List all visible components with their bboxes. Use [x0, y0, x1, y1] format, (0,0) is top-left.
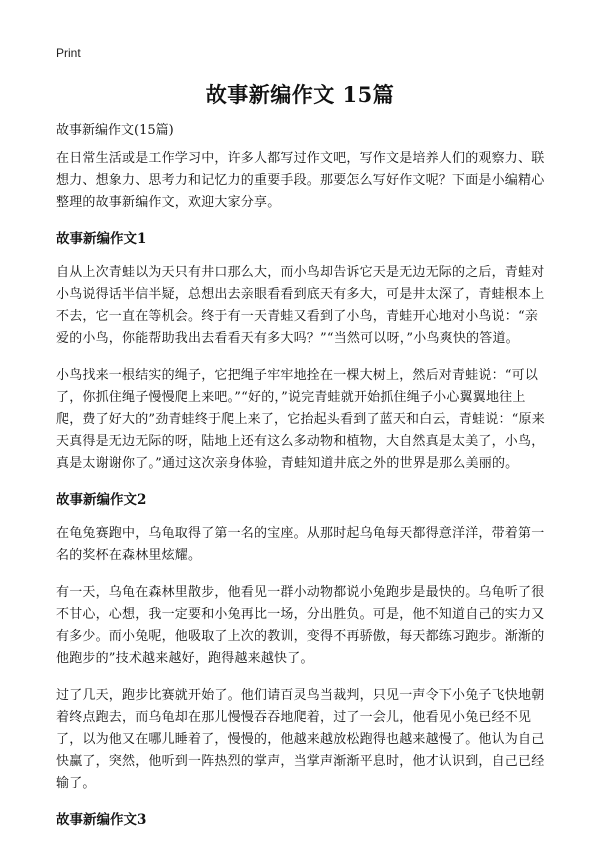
section-1-paragraph-1: 自从上次青蛙以为天只有井口那么大，而小鸟却告诉它天是无边无际的之后，青蛙对小鸟说得话半信半疑，总想出去亲眼看看到底天有多大，可是井太深了，青蛙根本上不去，它一直在等机会。终于有一天青蛙又看到了小鸟，青蛙开心地对小鸟说：“亲爱的小鸟，你能帮助我出去看看天有多大吗？”“当然可以呀，”小鸟爽快的答道。 [56, 265, 545, 346]
section-1-paragraph-2: 小鸟找来一根结实的绳子，它把绳子牢牢地拴在一棵大树上，然后对青蛙说：“可以了，你抓住绳子慢慢爬上来吧。”“好的，”说完青蛙就开始抓住绳子小心翼翼地往上爬，费了好大的”劲青蛙终于爬上来了，它抬起头看到了蓝天和白云，青蛙说：“原来天真得是无边无际的呀，陆地上还有这么多动物和植物，大自然真是太美了，小鸟，真是太谢谢你了。”通过这次亲身体验，青蛙知道井底之外的世界是那么美丽的。 [56, 368, 545, 471]
section-2-paragraph-1: 在龟兔赛跑中，乌龟取得了第一名的宝座。从那时起乌龟每天都得意洋洋，带着第一名的奖杯在森林里炫耀。 [56, 526, 545, 563]
section-2-paragraph-2: 有一天，乌龟在森林里散步，他看见一群小动物都说小兔跑步是最快的。乌龟听了很不甘心，心想，我一定要和小兔再比一场，分出胜负。可是，他不知道自己的实力又有多少。而小兔呢，他吸取了上次的教训，变得不再骄傲，每天都练习跑步。渐渐的他跑步的”技术越来越好，跑得越来越快了。 [56, 585, 545, 666]
section-heading-1: 故事新编作文1 [56, 231, 147, 247]
section-heading-2: 故事新编作文2 [56, 492, 147, 508]
print-link[interactable]: Print [56, 46, 81, 60]
section-2-paragraph-3: 过了几天，跑步比赛就开始了。他们请百灵鸟当裁判，只见一声令下小兔子飞快地朝着终点跑去，而乌龟却在那儿慢慢吞吞地爬着，过了一会儿，他看见小兔已经不见了，以为他又在哪儿睡着了，慢慢的，他越来越放松跑得也越来越慢了。他认为自己快赢了，突然，他听到一阵热烈的掌声，当掌声渐渐平息时，他才认识到，自己已经输了。 [56, 688, 545, 791]
document-title: 故事新编作文 15篇 [205, 82, 395, 107]
document-body [56, 148, 548, 843]
intro-paragraph: 在日常生活或是工作学习中，许多人都写过作文吧，写作文是培养人们的观察力、联想力、想象力、思考力和记忆力的重要手段。那要怎么写好作文呢？下面是小编精心整理的故事新编作文，欢迎大家分享。 [56, 151, 545, 210]
document-subtitle: 故事新编作文(15篇) [56, 123, 174, 138]
section-heading-3: 故事新编作文3 [56, 812, 147, 828]
